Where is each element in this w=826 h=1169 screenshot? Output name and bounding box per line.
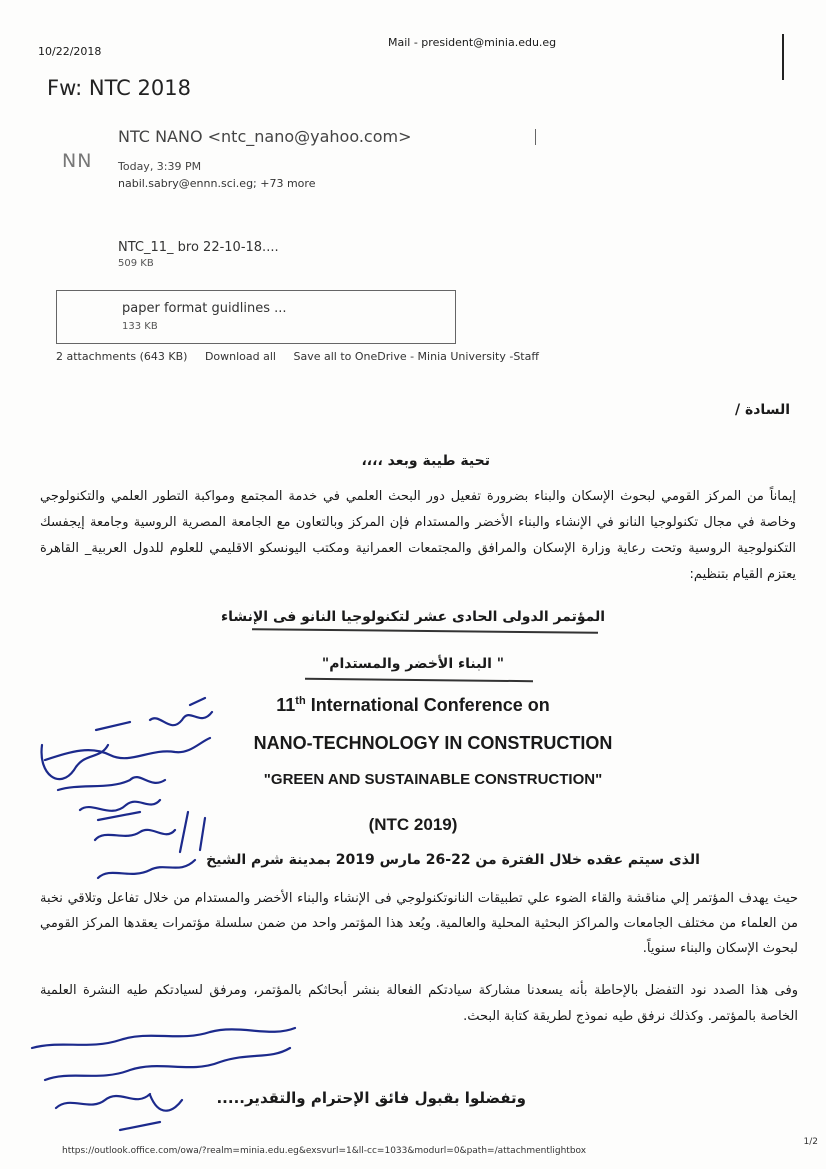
aim-paragraph: حيث يهدف المؤتمر إلي مناقشة والقاء الضوء علي تطبيقات النانوتكنولوجي فى الإنشاء والبناء الأخضر والمستدام من خلال تفاعل وتلاقي نخبة من العلماء من مختلف الجامعات والمراكز البحثية المحلية والعالمية. ويُعد هذا المؤتمر واحد من ضمن سلسلة مؤتمرات يعقدها المركز القومي لبحوث الإسكان والبناء سنوياً. [40, 891, 798, 956]
handwriting-stroke [98, 860, 195, 878]
handwriting-stroke [58, 777, 165, 790]
handwriting-stroke [45, 738, 210, 760]
download-all-link[interactable]: Download all [204, 350, 276, 363]
attachment-2-name[interactable]: paper format guidlines ... [122, 301, 287, 316]
print-date: 10/22/2018 [38, 45, 102, 58]
conference-title-arabic: المؤتمر الدولى الحادى عشر لتكنولوجيا النانو فى الإنشاء [220, 609, 606, 625]
attachment-1-name[interactable]: NTC_11_ bro 22-10-18.... [118, 240, 279, 255]
ordinal-suffix: th [295, 695, 306, 707]
sender-name[interactable]: NTC NANO <ntc_nano@yahoo.com> [118, 127, 412, 146]
handwriting-stroke [120, 1095, 182, 1130]
email-subject: Fw: NTC 2018 [47, 76, 191, 100]
mailbox-title: Mail - president@minia.edu.eg [388, 36, 557, 49]
page-number: 1/2 [803, 1137, 818, 1147]
handwriting-stroke [45, 1048, 290, 1080]
ordinal-number: 11 [276, 695, 296, 715]
salutation: السادة / [735, 402, 790, 418]
attachment-1-size: 509 KB [118, 258, 154, 269]
attachment-count: 2 attachments (643 KB) [56, 350, 188, 363]
sent-time: Today, 3:39 PM [118, 160, 202, 173]
conference-date: الذى سيتم عقده خلال الفترة من 22-26 مارس 2019 بمدينة شرم الشيخ [206, 852, 700, 868]
intro-paragraph: إيماناً من المركز القومي لبحوث الإسكان والبناء بضرورة تفعيل دور البحث العلمي في خدمة المجتمع ومواكبة التطور العلمي والتكنولوجي وخاصة في مجال تكنولوجيا النانو في الإنشاء والبناء الأخضر والمستدام فإن المركز وبالتعاون مع الجامعة المصرية الروسية وجامعة إيجفسك التكنولوجية الروسية وتحت رعاية وزارة الإسكان والمرافق والمجتمعات العمرانية ومكتب اليونسكو الاقليمي للعلوم للدول العربية_ القاهرة يعتزم القيام بتنظيم: [40, 489, 796, 582]
recipients[interactable]: nabil.sabry@ennn.sci.eg; +73 more [118, 177, 316, 190]
conference-line-1: International Conference on [305, 695, 550, 715]
invitation-paragraph: وفى هذا الصدد نود التفضل بالإحاطة بأنه يسعدنا مشاركة سيادتكم الفعالة بنشر أبحاثكم بالمؤتمر، ومرفق لسيادتكم طيه النشرة العلمية الخاصة بالمؤتمر. وكذلك نرفق طيه نموذج لطريقة كتابة البحث. [40, 983, 798, 1024]
handwriting-stroke [80, 800, 160, 820]
greeting: تحية طيبة وبعد ،،،، [361, 453, 490, 469]
handwriting-stroke [56, 1094, 150, 1108]
avatar: NN [62, 150, 93, 172]
conference-subtitle-arabic: " البناء الأخضر والمستدام" [321, 656, 505, 672]
save-onedrive-link[interactable]: Save all to OneDrive - Minia University -Staff [293, 350, 539, 363]
handwriting-stroke [42, 698, 212, 779]
conference-title-english-3: "GREEN AND SUSTAINABLE CONSTRUCTION" [263, 771, 603, 788]
handwriting-stroke [32, 1028, 295, 1048]
footer-url: https://outlook.office.com/owa/?realm=minia.edu.eg&exsvurl=1&ll-cc=1033&modurl=0&path=/attachmentlightbox [62, 1146, 587, 1156]
closing-line: وتفضلوا بقبول فائق الإحترام والتقدير..... [216, 1089, 526, 1107]
conference-acronym: (NTC 2019) [368, 815, 458, 834]
attachment-2-size: 133 KB [122, 321, 158, 332]
conference-title-english-2: NANO-TECHNOLOGY IN CONSTRUCTION [253, 733, 613, 753]
